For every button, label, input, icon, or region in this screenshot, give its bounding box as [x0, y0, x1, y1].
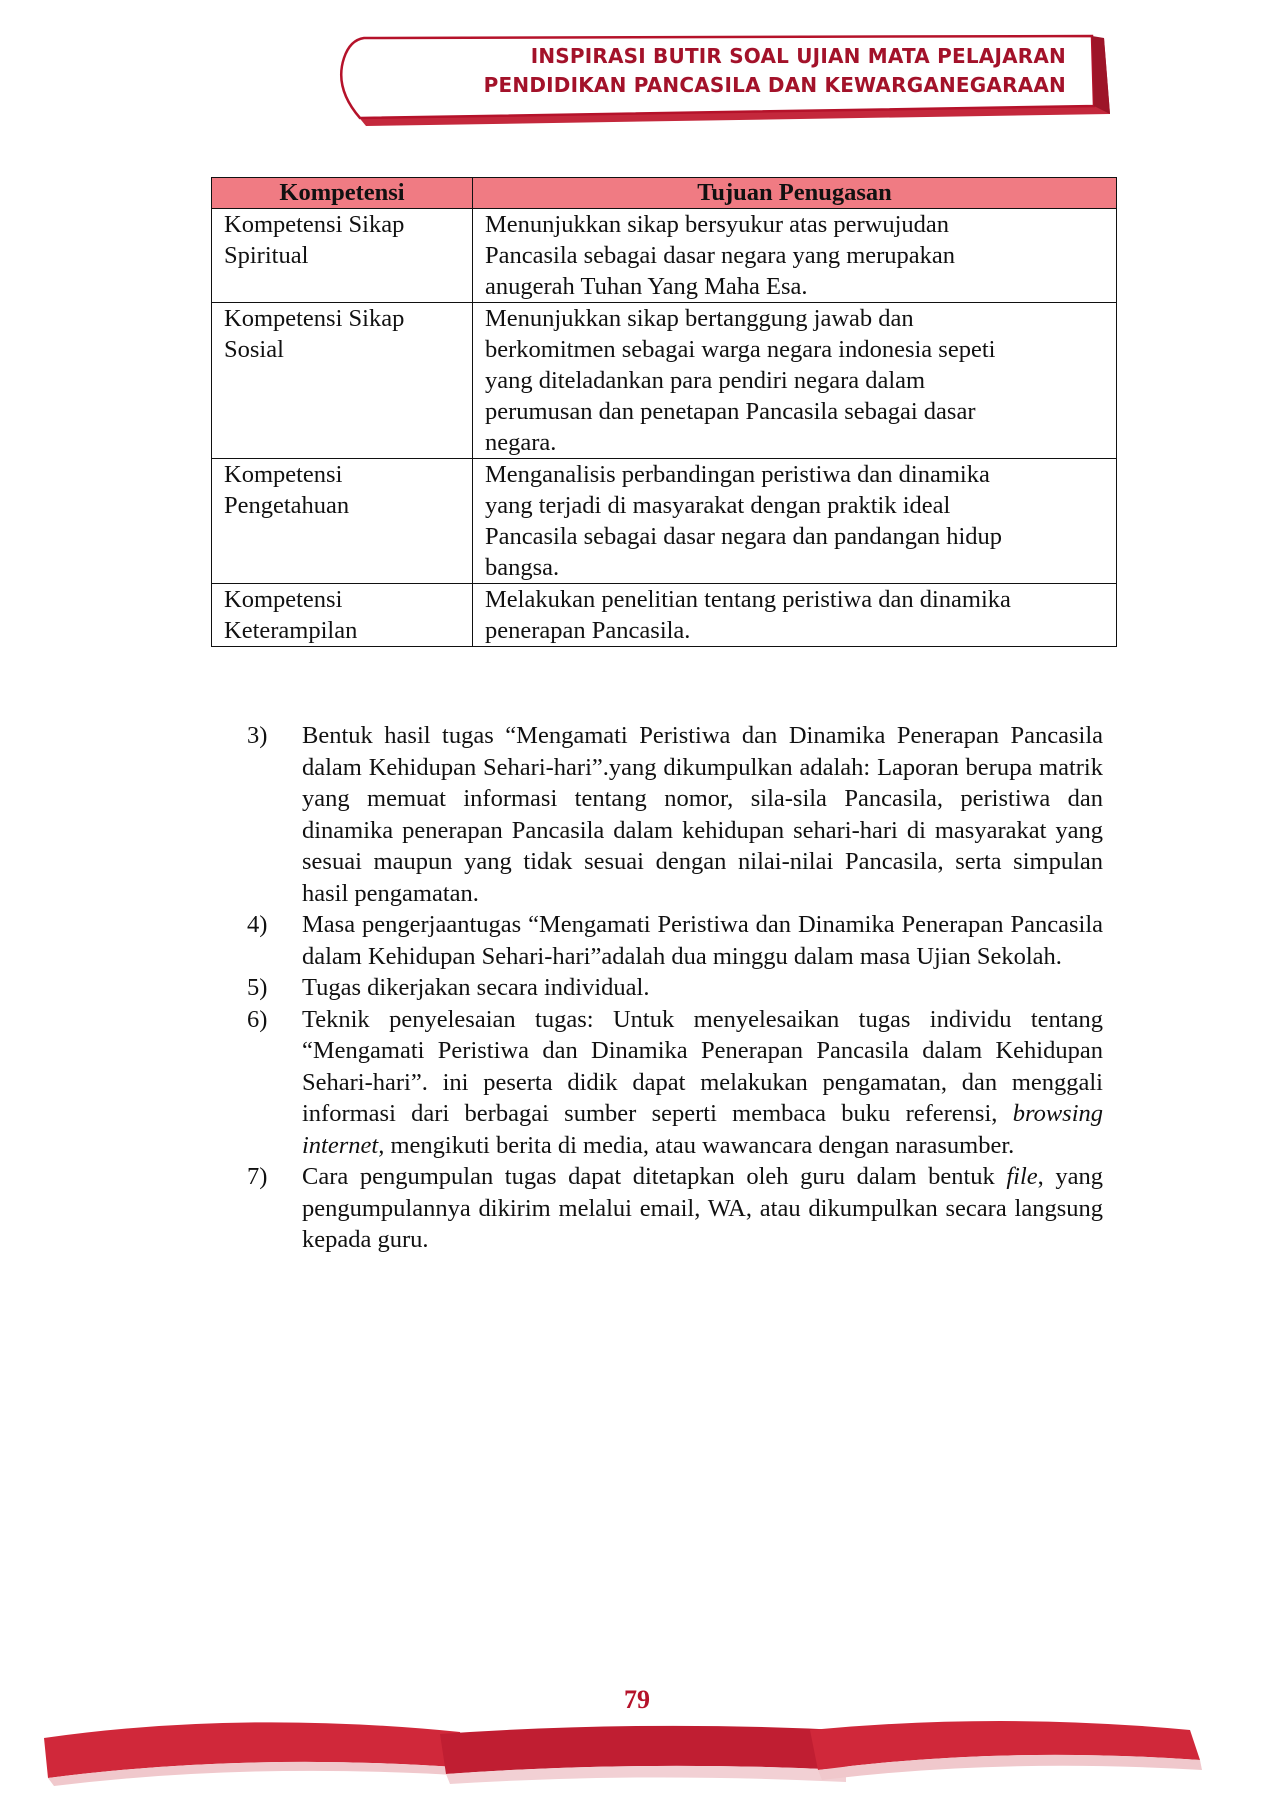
- list-item: [247, 909, 1103, 972]
- table-row: [212, 584, 1117, 647]
- task-list: [247, 720, 1103, 1256]
- cell-line: Kompetensi: [224, 586, 343, 613]
- footer-ribbon: [40, 1690, 1240, 1790]
- kompetensi-cell: [212, 459, 473, 584]
- cell-line: Sosial: [224, 336, 284, 363]
- italic-segment: file: [1006, 1163, 1038, 1190]
- list-text: Masa pengerjaantugas “Mengamati Peristiwa dan Dinamika Penerapan Pancasila dalam Kehidupan Sehari-hari”adalah dua minggu dalam masa Ujian Sekolah.: [302, 911, 1103, 970]
- competency-table: [211, 177, 1117, 647]
- tujuan-cell: [473, 584, 1117, 647]
- cell-line: Pancasila sebagai dasar negara yang merupakan: [485, 242, 956, 269]
- page-number: 79: [624, 1685, 650, 1714]
- table-row: [212, 459, 1117, 584]
- header-title-line1: INSPIRASI BUTIR SOAL UJIAN MATA PELAJARAN: [530, 44, 1066, 68]
- header-banner: [334, 34, 1114, 134]
- list-item: [247, 1004, 1103, 1162]
- italic-segment: browsing internet,: [302, 1100, 1103, 1159]
- table-header-row: [212, 178, 1117, 209]
- cell-line: Spiritual: [224, 242, 309, 269]
- cell-line: Menunjukkan sikap bersyukur atas perwujudan: [485, 211, 950, 238]
- text-segment: mengikuti berita di media, atau wawancara dengan narasumber.: [384, 1131, 1015, 1159]
- tujuan-cell: [473, 303, 1117, 459]
- column-header-kompetensi: Kompetensi: [212, 178, 473, 209]
- kompetensi-cell: [212, 303, 473, 459]
- list-text: Bentuk hasil tugas “Mengamati Peristiwa dan Dinamika Penerapan Pancasila dalam Kehidupan Sehari-hari”.yang dikumpulkan adalah: Laporan berupa matrik yang memuat informasi tentang nomor, sila-sila Pancasila, peristiwa dan dinamika penerapan Pancasila dalam kehidupan sehari-hari di masyarakat yang sesuai maupun yang tidak sesuai dengan nilai-nilai Pancasila, serta simpulan hasil pengamatan.: [302, 722, 1103, 907]
- cell-line: anugerah Tuhan Yang Maha Esa.: [485, 273, 808, 300]
- list-text: Tugas dikerjakan secara individual.: [302, 974, 650, 1001]
- list-text: [302, 1161, 1103, 1256]
- list-number: 3): [247, 722, 268, 749]
- list-item: [247, 972, 1103, 1004]
- cell-line: Kompetensi Sikap: [224, 305, 405, 332]
- list-text: [302, 1004, 1103, 1162]
- header-title: [484, 42, 1066, 100]
- column-header-tujuan: Tujuan Penugasan: [473, 178, 1117, 209]
- cell-line: yang terjadi di masyarakat dengan praktik ideal: [485, 492, 951, 519]
- kompetensi-cell: [212, 209, 473, 303]
- cell-line: bangsa.: [485, 554, 560, 581]
- table-row: [212, 303, 1117, 459]
- list-item: [247, 720, 1103, 909]
- text-segment: Teknik penyelesaian tugas: Untuk menyelesaikan tugas individu tentang “Mengamati Peristiwa dan Dinamika Penerapan Pancasila dalam Kehidupan Sehari-hari”. ini peserta didik dapat melakukan pengamatan, dan menggali informasi dari berbagai sumber seperti membaca buku referensi,: [302, 1005, 1103, 1127]
- cell-line: Menganalisis perbandingan peristiwa dan dinamika: [485, 461, 990, 488]
- cell-line: Kompetensi Sikap: [224, 211, 405, 238]
- list-number: 5): [247, 974, 268, 1001]
- tujuan-cell: [473, 459, 1117, 584]
- tujuan-cell: [473, 209, 1117, 303]
- list-number: 6): [247, 1005, 268, 1033]
- cell-line: Melakukan penelitian tentang peristiwa dan dinamika: [485, 586, 1011, 613]
- cell-line: perumusan dan penetapan Pancasila sebagai dasar: [485, 398, 976, 425]
- table-row: [212, 209, 1117, 303]
- header-title-line2: PENDIDIKAN PANCASILA DAN KEWARGANEGARAAN: [483, 73, 1066, 97]
- text-segment: , yang pengumpulannya dikirim melalui email, WA, atau dikumpulkan secara langsung kepada guru.: [302, 1163, 1104, 1253]
- cell-line: penerapan Pancasila.: [485, 617, 691, 644]
- cell-line: Pancasila sebagai dasar negara dan pandangan hidup: [485, 523, 1003, 550]
- cell-line: Keterampilan: [224, 617, 358, 644]
- kompetensi-cell: [212, 584, 473, 647]
- text-segment: Cara pengumpulan tugas dapat ditetapkan oleh guru dalam bentuk: [302, 1163, 1007, 1190]
- cell-line: yang diteladankan para pendiri negara dalam: [485, 367, 926, 394]
- cell-line: Menunjukkan sikap bertanggung jawab dan: [485, 305, 914, 332]
- list-item: [247, 1161, 1103, 1256]
- list-number: 7): [247, 1163, 268, 1190]
- cell-line: negara.: [485, 429, 557, 456]
- cell-line: Pengetahuan: [224, 492, 350, 519]
- cell-line: berkomitmen sebagai warga negara indonesia sepeti: [485, 336, 996, 363]
- cell-line: Kompetensi: [224, 461, 343, 488]
- list-number: 4): [247, 911, 268, 938]
